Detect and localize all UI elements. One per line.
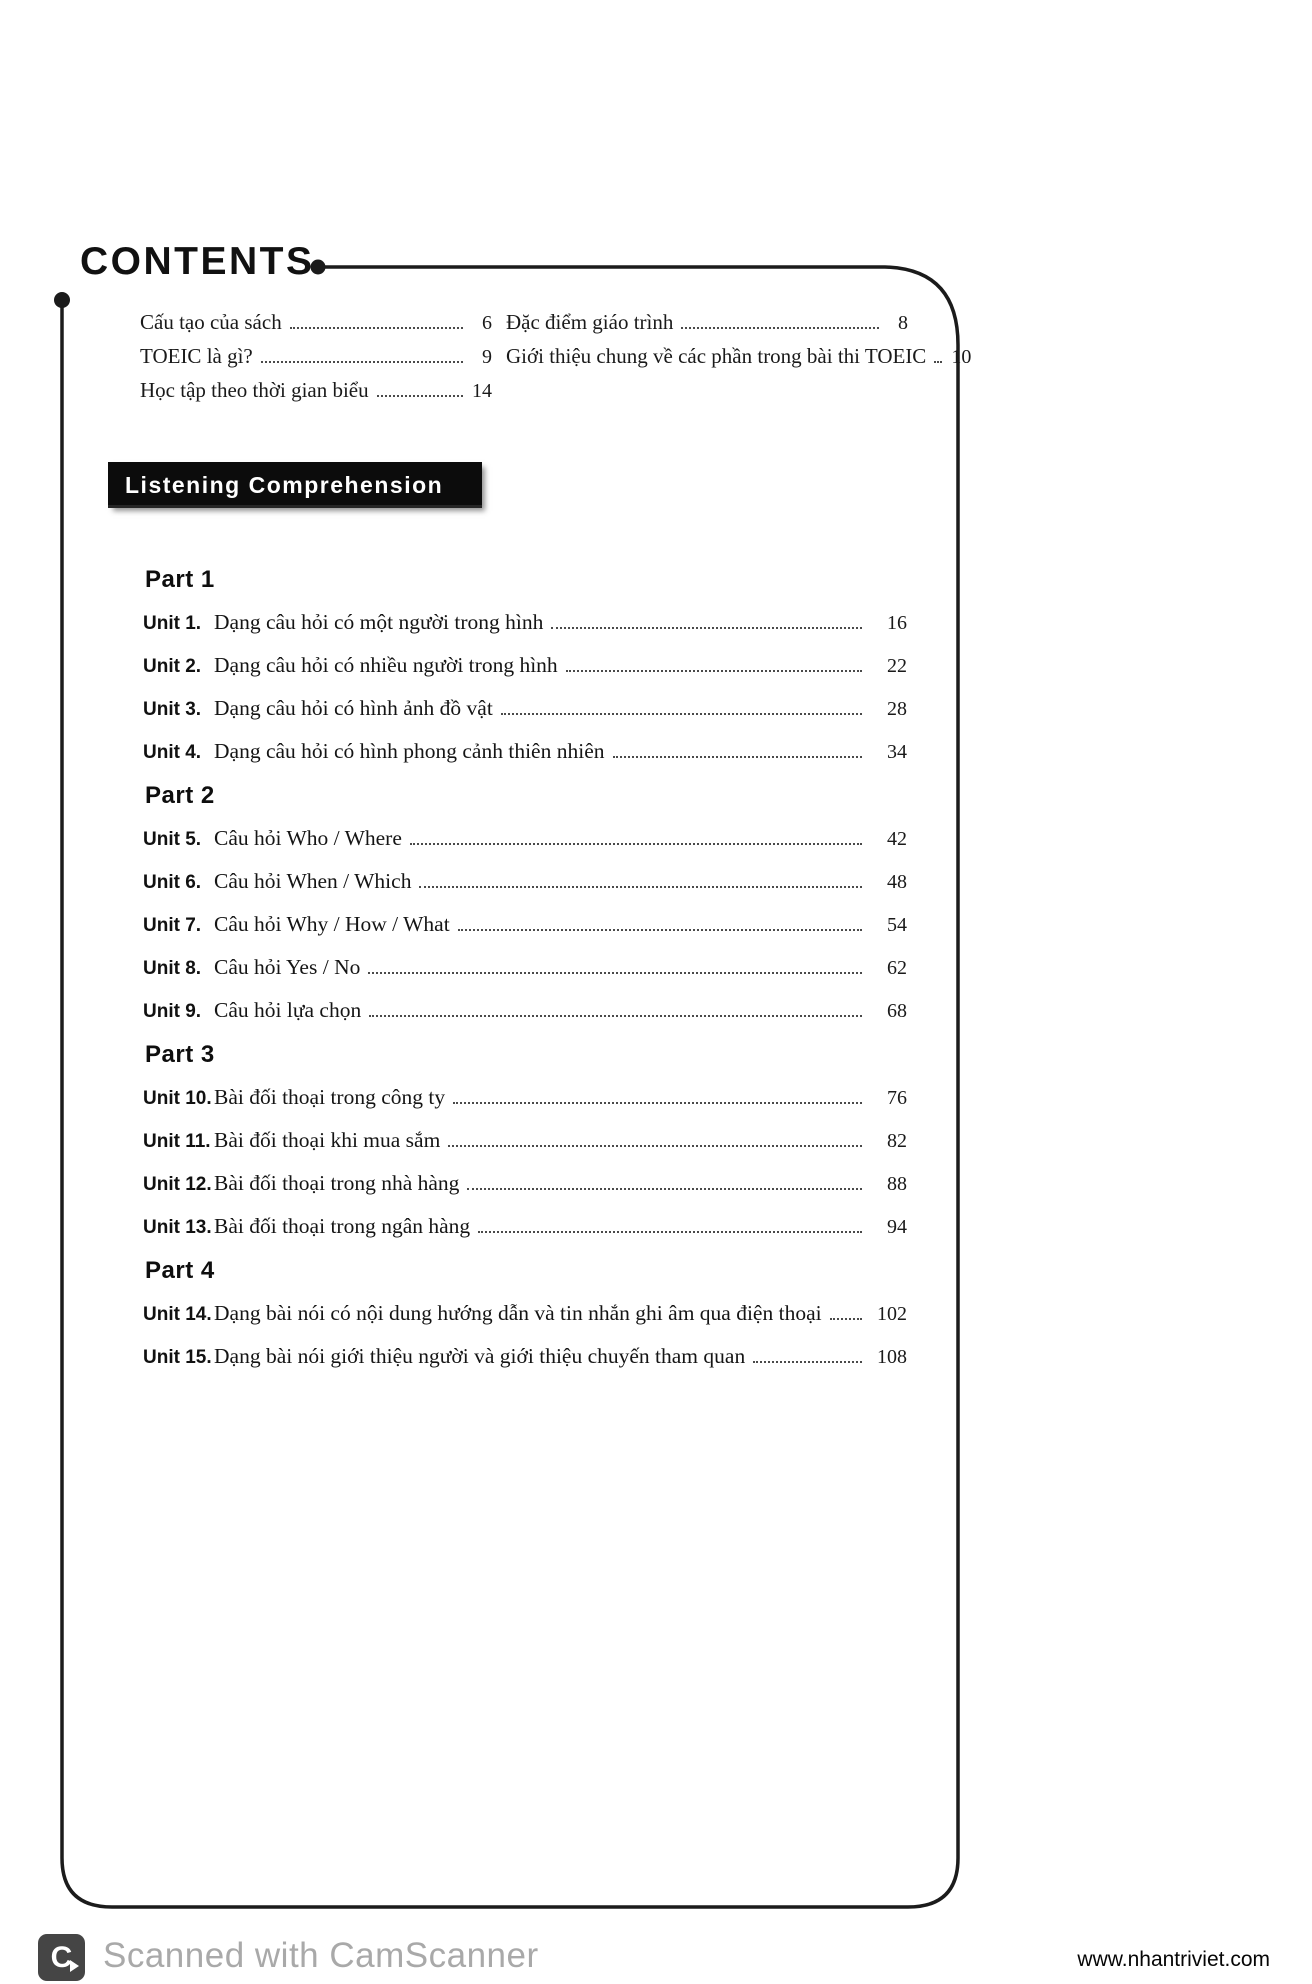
page-number: 28: [887, 698, 907, 720]
page-number: 62: [887, 957, 907, 979]
page-number: 76: [887, 1087, 907, 1109]
dotted-leader: [753, 1351, 862, 1363]
part-title: Part 3: [145, 1041, 215, 1068]
page-number: 22: [887, 655, 907, 677]
unit-row: [143, 998, 907, 1024]
toc-label: Giới thiệu chung về các phần trong bài thi TOEIC: [506, 344, 927, 368]
camscanner-logo-letter: C: [50, 1940, 73, 1974]
unit-title: Dạng bài nói có nội dung hướng dẫn và tin nhắn ghi âm qua điện thoại: [214, 1301, 822, 1325]
page-number: 94: [887, 1216, 907, 1238]
dotted-leader: [290, 317, 463, 329]
unit-title: Bài đối thoại trong nhà hàng: [214, 1171, 460, 1195]
unit-row: [143, 610, 907, 636]
unit-title: Dạng bài nói giới thiệu người và giới thiệu chuyến tham quan: [214, 1344, 746, 1368]
intro-toc-right: [506, 310, 972, 378]
unit-label: Unit 8.: [143, 958, 202, 979]
unit-label: Unit 2.: [143, 656, 202, 677]
unit-title: Dạng câu hỏi có hình phong cảnh thiên nhiên: [214, 739, 605, 763]
unit-label: Unit 12.: [143, 1174, 212, 1195]
dotted-leader: [419, 876, 862, 888]
unit-row: [143, 912, 907, 938]
unit-title: Câu hỏi Why / How / What: [214, 912, 450, 936]
unit-row: [143, 955, 907, 981]
page-number: 10: [951, 346, 972, 368]
section-banner: Listening Comprehension: [108, 462, 482, 508]
dotted-leader: [501, 703, 862, 715]
page-number: 9: [482, 346, 492, 368]
unit-row: [143, 1171, 907, 1197]
dotted-leader: [467, 1178, 862, 1190]
page-number: 82: [887, 1130, 907, 1152]
dotted-leader: [453, 1092, 862, 1104]
unit-title: Câu hỏi When / Which: [214, 869, 412, 893]
unit-label: Unit 13.: [143, 1217, 212, 1238]
toc-row: [140, 310, 492, 332]
unit-row: [143, 1301, 907, 1327]
page-number: 14: [472, 380, 492, 402]
camscanner-triangle-icon: [70, 1960, 79, 1972]
dotted-leader: [377, 385, 463, 397]
part-title: Part 4: [145, 1257, 215, 1284]
camscanner-watermark: Scanned with CamScanner: [103, 1936, 539, 1975]
toc-label: TOEIC là gì?: [140, 344, 253, 368]
unit-row: [143, 1085, 907, 1111]
dotted-leader: [478, 1221, 862, 1233]
page-title: CONTENTS: [80, 240, 315, 283]
unit-title: Câu hỏi Who / Where: [214, 826, 402, 850]
toc-row: [506, 310, 908, 332]
toc-label: Học tập theo thời gian biểu: [140, 378, 369, 402]
unit-row: [143, 869, 907, 895]
unit-title: Câu hỏi Yes / No: [214, 955, 361, 979]
dotted-leader: [934, 351, 942, 363]
page-number: 8: [898, 312, 908, 334]
unit-label: Unit 4.: [143, 742, 202, 763]
dotted-leader: [448, 1135, 862, 1147]
toc-row: [140, 344, 492, 366]
unit-row: [143, 1214, 907, 1240]
part-section: [143, 566, 907, 765]
toc-label: Cấu tạo của sách: [140, 310, 282, 334]
footer-bar: [0, 1930, 1312, 1984]
unit-row: [143, 826, 907, 852]
part-section: [143, 1257, 907, 1370]
unit-row: [143, 696, 907, 722]
page-number: 42: [887, 828, 907, 850]
page-number: 68: [887, 1000, 907, 1022]
unit-row: [143, 653, 907, 679]
page-number: 88: [887, 1173, 907, 1195]
toc-label: Đặc điểm giáo trình: [506, 310, 674, 334]
page-number: 16: [887, 612, 907, 634]
unit-label: Unit 7.: [143, 915, 202, 936]
page-number: 102: [877, 1303, 907, 1325]
page-number: 48: [887, 871, 907, 893]
dotted-leader: [551, 617, 862, 629]
toc-row: [140, 378, 492, 400]
unit-title: Câu hỏi lựa chọn: [214, 998, 362, 1022]
unit-label: Unit 10.: [143, 1088, 212, 1109]
intro-toc-left: [140, 310, 492, 412]
part-title: Part 1: [145, 566, 215, 593]
unit-label: Unit 15.: [143, 1347, 212, 1368]
dotted-leader: [458, 919, 862, 931]
unit-label: Unit 9.: [143, 1001, 202, 1022]
dotted-leader: [369, 1005, 862, 1017]
dotted-leader: [830, 1308, 862, 1320]
page-number: 54: [887, 914, 907, 936]
toc-row: [506, 344, 972, 368]
dotted-leader: [261, 351, 463, 363]
page-number: 6: [482, 312, 492, 334]
unit-label: Unit 14.: [143, 1304, 212, 1325]
unit-title: Dạng câu hỏi có hình ảnh đồ vật: [214, 696, 493, 720]
part-section: [143, 1041, 907, 1240]
unit-title: Bài đối thoại trong công ty: [214, 1085, 446, 1109]
unit-label: Unit 5.: [143, 829, 202, 850]
unit-title: Bài đối thoại khi mua sắm: [214, 1128, 441, 1152]
page-number: 108: [877, 1346, 907, 1368]
unit-row: [143, 1128, 907, 1154]
toc-parts: [143, 566, 907, 1387]
dotted-leader: [410, 833, 862, 845]
dotted-leader: [613, 746, 863, 758]
unit-title: Bài đối thoại trong ngân hàng: [214, 1214, 471, 1238]
unit-title: Dạng câu hỏi có một người trong hình: [214, 610, 544, 634]
part-title: Part 2: [145, 782, 215, 809]
unit-title: Dạng câu hỏi có nhiều người trong hình: [214, 653, 558, 677]
unit-label: Unit 6.: [143, 872, 202, 893]
unit-row: [143, 739, 907, 765]
dotted-leader: [566, 660, 862, 672]
dotted-leader: [368, 962, 862, 974]
part-section: [143, 782, 907, 1024]
unit-label: Unit 1.: [143, 613, 202, 634]
unit-label: Unit 11.: [143, 1131, 211, 1152]
unit-row: [143, 1344, 907, 1370]
camscanner-icon: [38, 1934, 85, 1981]
website-text: www.nhantriviet.com: [1077, 1948, 1270, 1971]
dotted-leader: [681, 317, 879, 329]
unit-label: Unit 3.: [143, 699, 202, 720]
page-number: 34: [887, 741, 907, 763]
